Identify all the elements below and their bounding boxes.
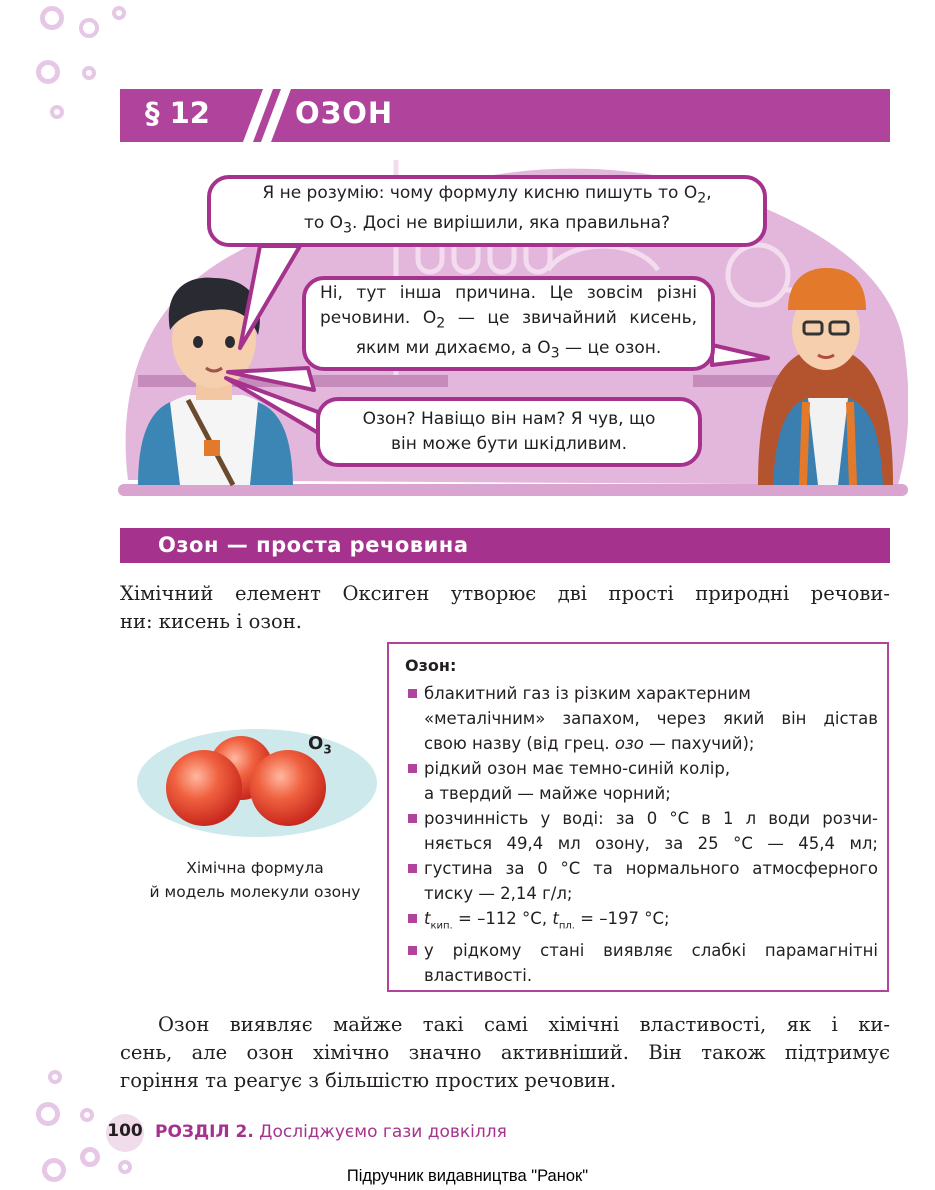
speech-bubble-boy-question (207, 175, 767, 247)
publisher-note: Підручник видавництва "Ранок" (346, 1167, 589, 1185)
bubble2-line3: яким ми дихаємо, а $O_3$ — це озон. (355, 338, 662, 362)
decor-dot (48, 1070, 62, 1084)
decor-dot (36, 60, 60, 84)
decor-dot (40, 6, 64, 30)
decor-dot (79, 18, 99, 38)
decor-dot (50, 105, 64, 119)
decor-dot (82, 66, 96, 80)
bubble3-line1: Озон? Навіщо він нам? Я чув, що (362, 409, 656, 429)
section-number: § 12 (145, 96, 210, 130)
para-line2: сень, але озон хімічно значно активніший. Він також підтримує (120, 1041, 890, 1064)
bubble3-line2: він може бути шкідливим. (390, 434, 628, 454)
intro-line1: Хімічний елемент Оксиген утворює дві прості природні речови- (120, 582, 890, 605)
ozone-molecule-model (136, 728, 378, 838)
para-line3: горіння та реагує з більшістю простих речовин. (120, 1069, 617, 1092)
body-paragraph (120, 1011, 890, 1095)
speech-bubble-boy-followup (316, 397, 702, 467)
bubble2-line1: Ні, тут інша причина. Це зовсім різні (320, 282, 697, 303)
bubble1-line1: Я не розумію: чому формулу кисню пишуть то $O_2$, (262, 182, 712, 206)
intro-line2: ни: кисень і озон. (120, 610, 302, 633)
decor-dot (80, 1147, 100, 1167)
molecule-caption: Хімічна формула й модель молекули озону (149, 859, 361, 901)
list-item: розчинність у воді: за 0 °C в 1 л води розчи- няється 49,4 мл озону, за 25 °C — 45,4 мл; (408, 806, 878, 856)
section-divider-slashes (225, 89, 295, 142)
decor-dot (36, 1102, 60, 1126)
para-line1: Озон виявляє майже такі самі хімічні властивості, як і ки- (158, 1013, 890, 1036)
properties-list (408, 681, 878, 988)
chapter-footer: РОЗДІЛ 2. Досліджуємо гази довкілля (155, 1122, 507, 1142)
molecule-formula: $O_3$ (308, 733, 332, 757)
list-item: блакитний газ із різким характерним «металічним» запахом, через який він дістав свою назву (від грец. озо — пахучий); (408, 681, 878, 756)
speech-bubble-girl-answer (302, 276, 715, 371)
bubble1-line2: то $O_3$. Досі не вирішили, яка правильна? (303, 213, 671, 237)
intro-paragraph (120, 580, 890, 636)
properties-title: Озон: (405, 656, 457, 675)
list-item: густина за 0 °C та нормального атмосферного тиску — 2,14 г/л; (408, 856, 878, 906)
list-item: у рідкому стані виявляє слабкі парамагнітні властивості. (408, 938, 878, 988)
list-item: $t_{кип.} = -112$ °C, $t_{пл.} = -197$ °C; (408, 906, 878, 938)
section-title: ОЗОН (295, 96, 394, 130)
page-number: 100 (107, 1121, 143, 1141)
list-item: рідкий озон має темно-синій колір, а твердий — майже чорний; (408, 756, 878, 806)
decor-dot (80, 1108, 94, 1122)
bubble2-line2: речовини. $O_2$ — це звичайний кисень, (320, 307, 697, 331)
subsection-title: Озон — проста речовина (158, 533, 469, 557)
decor-dot (112, 6, 126, 20)
